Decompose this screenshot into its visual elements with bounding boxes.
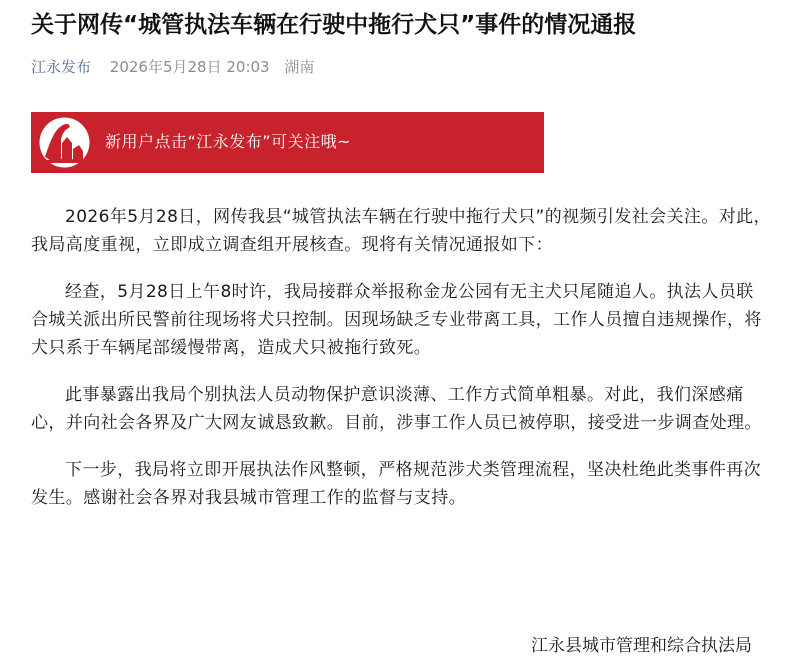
article-meta xyxy=(31,56,314,78)
paragraph-3: 此事暴露出我局个别执法人员动物保护意识淡薄、工作方式简单粗暴。对此，我们深感痛心，并向社会各界及广大网友诚恳致歉。目前，涉事工作人员已被停职，接受进一步调查处理。 xyxy=(31,385,762,433)
paragraph-1: 2026年5月28日，网传我县“城管执法车辆在行驶中拖行犬只”的视频引发社会关注。对此，我局高度重视，立即成立调查组开展核查。现将有关情况通报如下： xyxy=(31,207,771,255)
paragraph-4: 下一步，我局将立即开展执法作风整顿，严格规范涉犬类管理流程，坚决杜绝此类事件再次发生。感谢社会各界对我县城市管理工作的监督与支持。 xyxy=(31,460,761,508)
paragraph-2: 经查，5月28日上午8时许，我局接群众举报称金龙公园有无主犬只尾随追人。执法人员联合城关派出所民警前往现场将犬只控制。因现场缺乏专业带离工具，工作人员擅自违规操作，将犬只系于车辆尾部缓慢带离，造成犬只被拖行致死。 xyxy=(31,282,762,358)
account-name-link[interactable]: 江永发布 xyxy=(31,58,92,76)
publish-location: 湖南 xyxy=(284,58,315,76)
follow-banner[interactable] xyxy=(31,112,544,173)
article-title: 关于网传“城管执法车辆在行驶中拖行犬只”事件的情况通报 xyxy=(31,12,637,38)
article-body xyxy=(31,203,771,531)
issuer-signature: 江永县城市管理和综合执法局 xyxy=(531,636,752,656)
jiangyong-logo-icon xyxy=(39,117,90,168)
follow-banner-text: 新用户点击“江永发布”可关注哦~ xyxy=(105,132,351,151)
publish-time: 2026年5月28日 20:03 xyxy=(109,58,270,76)
